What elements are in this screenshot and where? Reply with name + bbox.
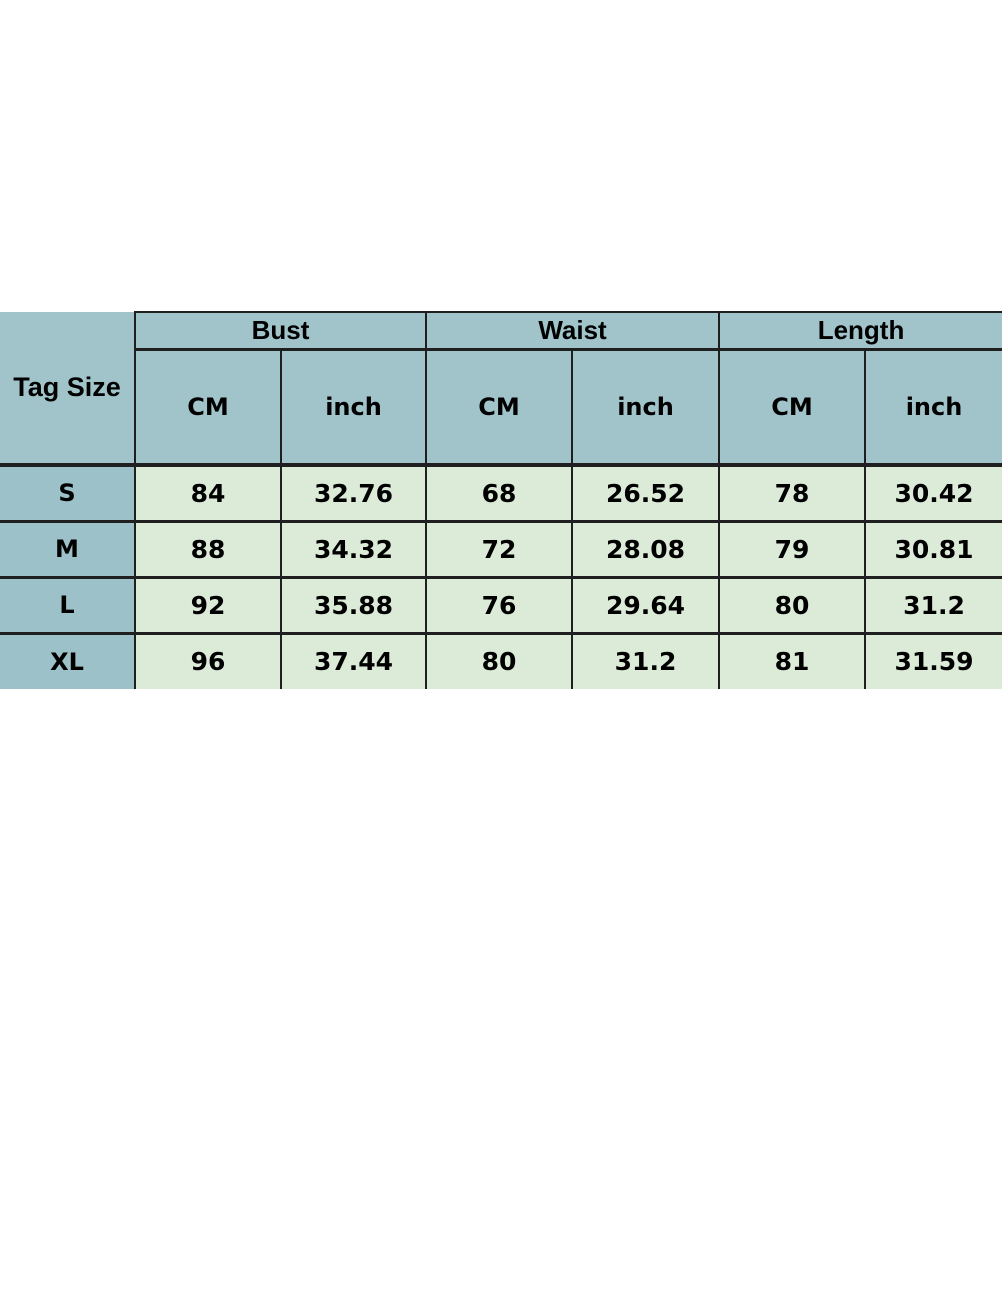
unit-header-waist-cm: CM	[426, 349, 572, 465]
unit-header-length-inch: inch	[865, 349, 1002, 465]
value-cell: 80	[426, 633, 572, 689]
group-header-waist: Waist	[426, 312, 719, 349]
group-header-row	[0, 312, 1002, 349]
corner-cell-tag-size: Tag Size	[0, 312, 135, 465]
value-cell: 88	[135, 521, 281, 577]
group-header-bust: Bust	[135, 312, 426, 349]
size-cell: XL	[0, 633, 135, 689]
value-cell: 92	[135, 577, 281, 633]
value-cell: 30.81	[865, 521, 1002, 577]
value-cell: 26.52	[572, 465, 719, 521]
value-cell: 37.44	[281, 633, 426, 689]
value-cell: 31.2	[865, 577, 1002, 633]
value-cell: 76	[426, 577, 572, 633]
table-row-xl	[0, 633, 1002, 689]
value-cell: 80	[719, 577, 865, 633]
table-row-l	[0, 577, 1002, 633]
value-cell: 32.76	[281, 465, 426, 521]
value-cell: 96	[135, 633, 281, 689]
unit-header-bust-inch: inch	[281, 349, 426, 465]
value-cell: 31.59	[865, 633, 1002, 689]
value-cell: 28.08	[572, 521, 719, 577]
size-cell: M	[0, 521, 135, 577]
size-cell: L	[0, 577, 135, 633]
size-cell: S	[0, 465, 135, 521]
table-row-m	[0, 521, 1002, 577]
unit-header-row	[0, 349, 1002, 465]
unit-header-waist-inch: inch	[572, 349, 719, 465]
value-cell: 31.2	[572, 633, 719, 689]
value-cell: 30.42	[865, 465, 1002, 521]
value-cell: 84	[135, 465, 281, 521]
value-cell: 81	[719, 633, 865, 689]
unit-header-bust-cm: CM	[135, 349, 281, 465]
size-chart-table	[0, 311, 1002, 689]
unit-header-length-cm: CM	[719, 349, 865, 465]
value-cell: 34.32	[281, 521, 426, 577]
value-cell: 29.64	[572, 577, 719, 633]
table-row-s	[0, 465, 1002, 521]
value-cell: 35.88	[281, 577, 426, 633]
value-cell: 68	[426, 465, 572, 521]
value-cell: 78	[719, 465, 865, 521]
value-cell: 79	[719, 521, 865, 577]
group-header-length: Length	[719, 312, 1002, 349]
value-cell: 72	[426, 521, 572, 577]
